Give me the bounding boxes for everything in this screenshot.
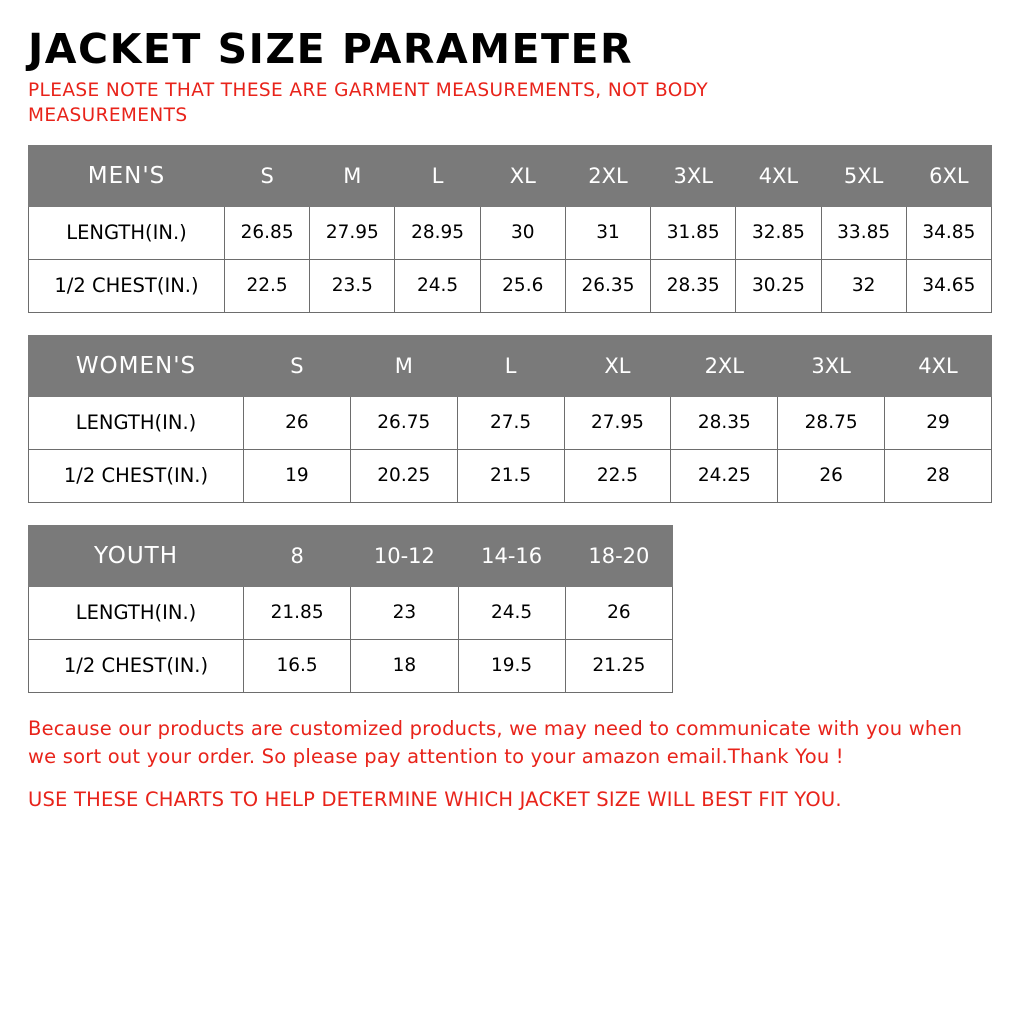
table-cell: 30.25 [736, 259, 821, 312]
footer-notes [28, 715, 1002, 814]
table-header-row [29, 525, 673, 586]
table-cell: 34.65 [906, 259, 991, 312]
table-cell: 22.5 [564, 449, 671, 502]
mens-size-table [28, 145, 992, 313]
column-header: 10-12 [351, 525, 458, 586]
footer-note-usage: USE THESE CHARTS TO HELP DETERMINE WHICH JACKET SIZE WILL BEST FIT YOU. [28, 787, 842, 811]
column-header: 8 [244, 525, 351, 586]
column-header: L [457, 335, 564, 396]
row-label: LENGTH(IN.) [29, 586, 244, 639]
column-header: M [350, 335, 457, 396]
table-cell: 31.85 [651, 206, 736, 259]
column-header: 3XL [778, 335, 885, 396]
mens-table-title: MEN'S [29, 145, 225, 206]
womens-table-body [29, 396, 992, 502]
table-cell: 18 [351, 639, 458, 692]
column-header: 2XL [671, 335, 778, 396]
column-header: M [310, 145, 395, 206]
table-cell: 32 [821, 259, 906, 312]
table-cell: 27.95 [564, 396, 671, 449]
table-cell: 23 [351, 586, 458, 639]
mens-table-body [29, 206, 992, 312]
column-header: 4XL [736, 145, 821, 206]
table-cell: 21.5 [457, 449, 564, 502]
column-header: 14-16 [458, 525, 565, 586]
table-row [29, 586, 673, 639]
table-cell: 26.35 [565, 259, 650, 312]
table-cell: 19 [244, 449, 351, 502]
womens-table-title: WOMEN'S [29, 335, 244, 396]
column-header: S [225, 145, 310, 206]
table-cell: 26 [244, 396, 351, 449]
table-row [29, 206, 992, 259]
table-cell: 19.5 [458, 639, 565, 692]
measurement-note: PLEASE NOTE THAT THESE ARE GARMENT MEASUREMENTS, NOT BODY MEASUREMENTS [28, 80, 709, 127]
table-cell: 31 [565, 206, 650, 259]
womens-size-table [28, 335, 992, 503]
table-cell: 16.5 [244, 639, 351, 692]
column-header: S [244, 335, 351, 396]
table-header-row [29, 335, 992, 396]
table-cell: 21.85 [244, 586, 351, 639]
row-label: 1/2 CHEST(IN.) [29, 259, 225, 312]
table-cell: 22.5 [225, 259, 310, 312]
youth-table-head [29, 525, 673, 586]
column-header: 4XL [885, 335, 992, 396]
column-header: 18-20 [565, 525, 672, 586]
column-header: XL [564, 335, 671, 396]
table-cell: 24.25 [671, 449, 778, 502]
table-cell: 28.35 [651, 259, 736, 312]
table-row [29, 639, 673, 692]
page-title: JACKET SIZE PARAMETER [28, 25, 634, 73]
table-cell: 24.5 [395, 259, 480, 312]
table-cell: 28.95 [395, 206, 480, 259]
column-header: 2XL [565, 145, 650, 206]
table-cell: 32.85 [736, 206, 821, 259]
table-cell: 28 [885, 449, 992, 502]
table-cell: 27.5 [457, 396, 564, 449]
youth-table-body [29, 586, 673, 692]
table-row [29, 449, 992, 502]
footer-note-communication: Because our products are customized products, we may need to communicate with you when we sort out your order. So please pay attention to your amazon email.Thank You ! [28, 716, 963, 769]
table-cell: 20.25 [350, 449, 457, 502]
row-label: 1/2 CHEST(IN.) [29, 639, 244, 692]
youth-size-table [28, 525, 673, 693]
table-cell: 29 [885, 396, 992, 449]
youth-table-title: YOUTH [29, 525, 244, 586]
table-cell: 26.75 [350, 396, 457, 449]
table-row [29, 259, 992, 312]
table-cell: 21.25 [565, 639, 672, 692]
row-label: LENGTH(IN.) [29, 396, 244, 449]
table-cell: 27.95 [310, 206, 395, 259]
table-cell: 26.85 [225, 206, 310, 259]
table-row [29, 396, 992, 449]
table-cell: 24.5 [458, 586, 565, 639]
womens-table-head [29, 335, 992, 396]
table-cell: 26 [565, 586, 672, 639]
row-label: 1/2 CHEST(IN.) [29, 449, 244, 502]
table-cell: 33.85 [821, 206, 906, 259]
row-label: LENGTH(IN.) [29, 206, 225, 259]
table-cell: 30 [480, 206, 565, 259]
column-header: L [395, 145, 480, 206]
table-cell: 34.85 [906, 206, 991, 259]
table-cell: 28.75 [778, 396, 885, 449]
column-header: 6XL [906, 145, 991, 206]
table-header-row [29, 145, 992, 206]
column-header: XL [480, 145, 565, 206]
mens-table-head [29, 145, 992, 206]
column-header: 3XL [651, 145, 736, 206]
table-cell: 25.6 [480, 259, 565, 312]
table-cell: 28.35 [671, 396, 778, 449]
table-cell: 23.5 [310, 259, 395, 312]
table-cell: 26 [778, 449, 885, 502]
column-header: 5XL [821, 145, 906, 206]
